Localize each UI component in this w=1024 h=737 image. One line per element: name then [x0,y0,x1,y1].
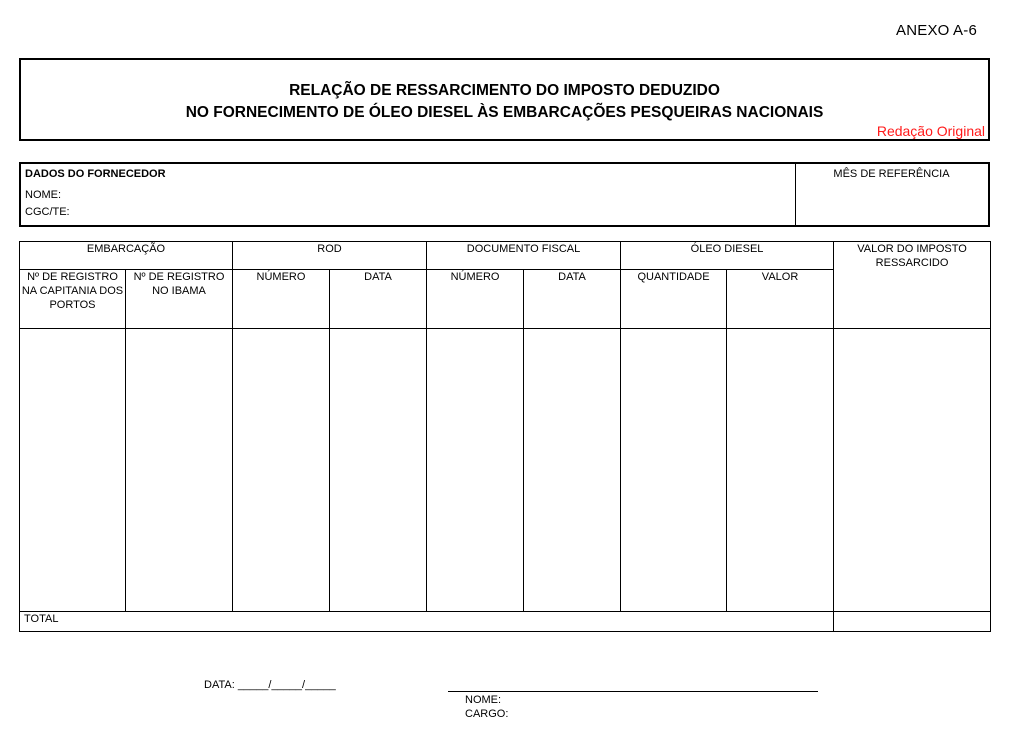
signature-date-field[interactable]: DATA: _____/_____/_____ [204,679,336,691]
cell-quantidade[interactable] [621,329,727,612]
cell-rod-data[interactable] [330,329,427,612]
form-title-line-2: NO FORNECIMENTO DE ÓLEO DIESEL ÀS EMBARCAÇÕES PESQUEIRAS NACIONAIS [185,104,824,121]
column-valor: VALOR [727,270,834,329]
cell-valor[interactable] [727,329,834,612]
column-rod-numero: NÚMERO [233,270,330,329]
signature-line[interactable] [448,691,818,692]
cell-doc-numero[interactable] [427,329,524,612]
annex-label: ANEXO A-6 [896,22,977,39]
group-embarcacao: EMBARCAÇÃO [20,242,233,270]
signature-cargo-label: CARGO: [465,708,509,720]
title-box [19,58,990,141]
cell-rod-numero[interactable] [233,329,330,612]
column-registro-capitania: Nº DE REGISTRO NA CAPITANIA DOS PORTOS [20,270,126,329]
reference-month-field[interactable]: MÊS DE REFERÊNCIA [833,168,950,180]
supplier-section [19,162,990,227]
signature-name-label: NOME: [465,694,502,706]
column-doc-numero: NÚMERO [427,270,524,329]
column-quantidade: QUANTIDADE [621,270,727,329]
column-valor-imposto-ressarcido: VALOR DO IMPOSTO RESSARCIDO [834,242,991,329]
group-oleo-diesel: ÓLEO DIESEL [621,242,834,270]
supplier-heading: DADOS DO FORNECEDOR [25,168,166,180]
reimbursement-table [19,241,991,632]
cell-registro-capitania[interactable] [20,329,126,612]
redacao-original-link[interactable]: Redação Original [876,123,985,139]
cell-valor-imposto[interactable] [834,329,991,612]
group-documento-fiscal: DOCUMENTO FISCAL [427,242,621,270]
column-doc-data: DATA [524,270,621,329]
cell-doc-data[interactable] [524,329,621,612]
form-title-line-1: RELAÇÃO DE RESSARCIMENTO DO IMPOSTO DEDUZIDO [289,82,720,99]
supplier-name-field[interactable]: NOME: [25,189,62,201]
cell-registro-ibama[interactable] [126,329,233,612]
supplier-cgc-field[interactable]: CGC/TE: [25,206,70,218]
column-registro-ibama: Nº DE REGISTRO NO IBAMA [126,270,233,329]
total-value-cell[interactable] [834,612,991,632]
total-label: TOTAL [20,612,834,632]
column-rod-data: DATA [330,270,427,329]
group-rod: ROD [233,242,427,270]
